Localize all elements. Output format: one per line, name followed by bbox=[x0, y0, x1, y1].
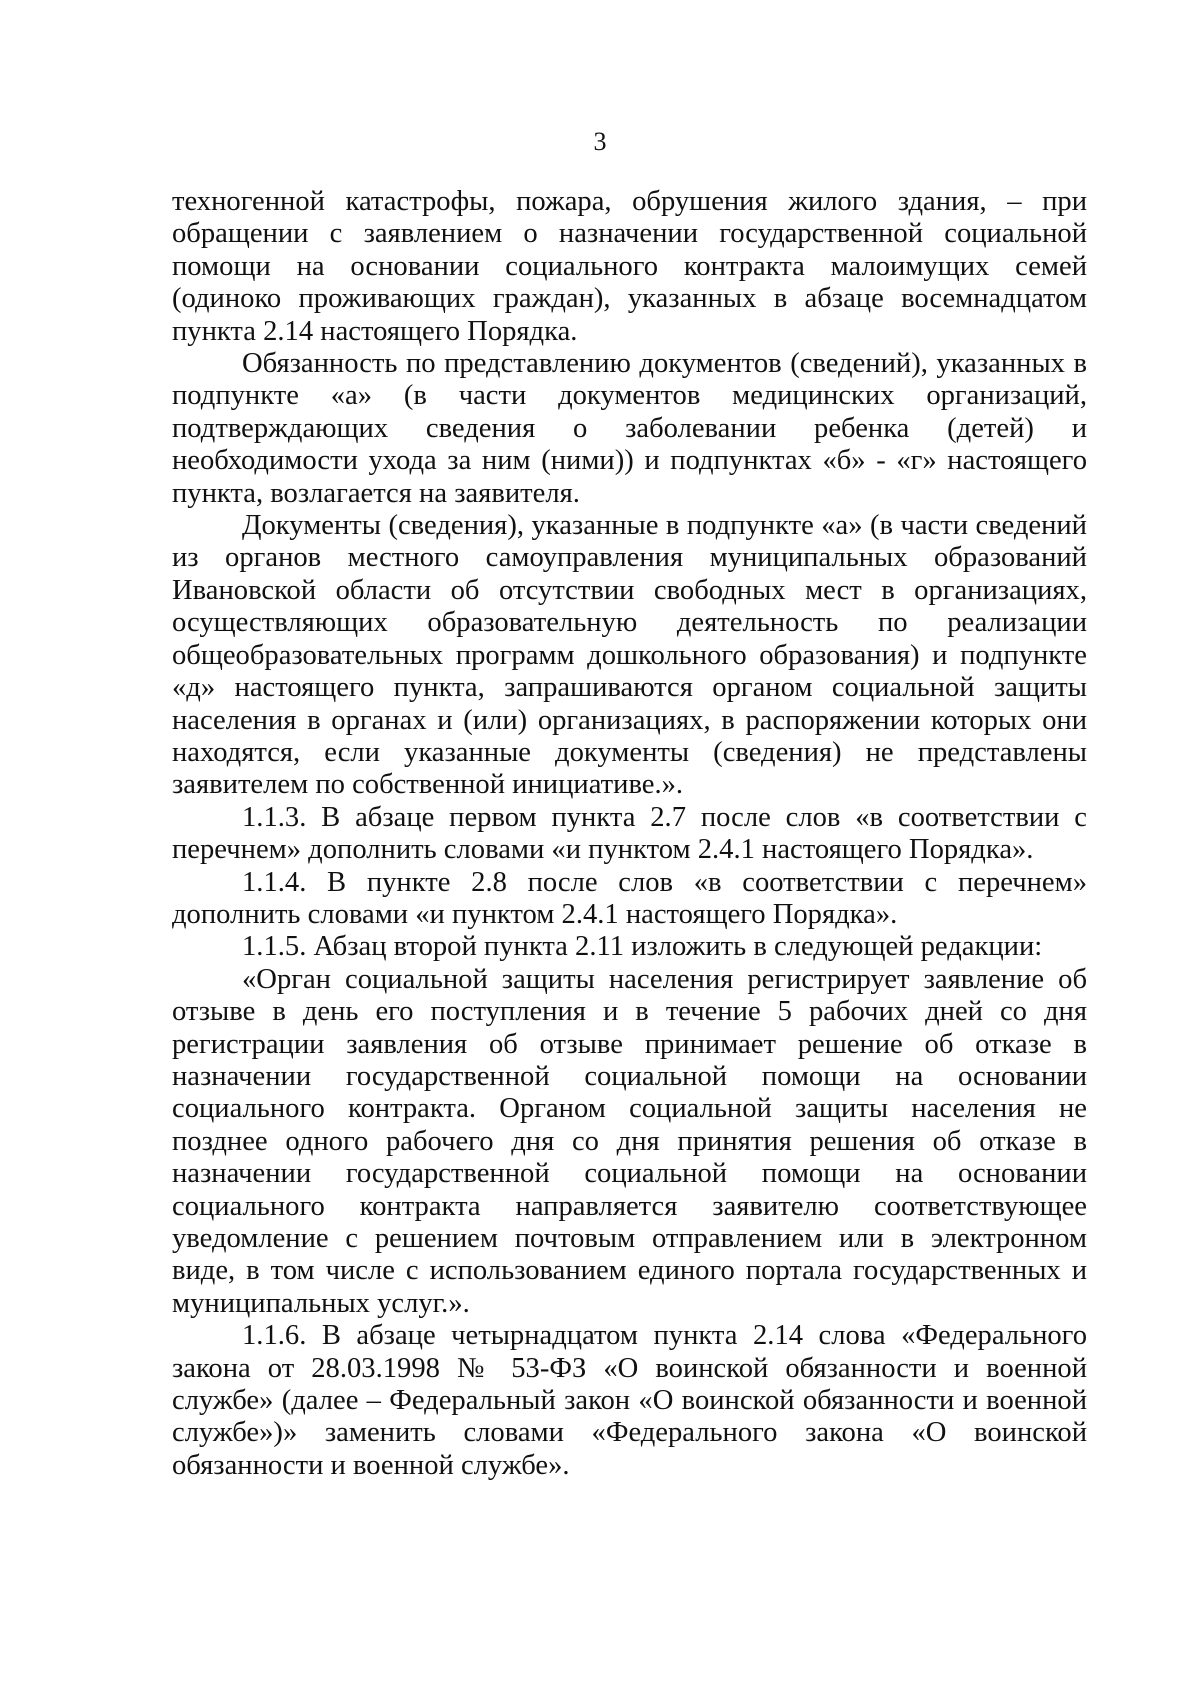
paragraph-applicant-obligation: Обязанность по представлению документов (сведений), указанных в подпункте «а» (в части документов медицинских организаций, подтверждающих сведения о заболевании ребенка (детей) и необходимости ухода за ним (ними)) и подпунктах «б» - «г» настоящего пункта, возлагается на заявителя. bbox=[172, 348, 1087, 509]
paragraph-1-1-6: 1.1.6. В абзаце четырнадцатом пункта 2.14 слова «Федерального закона от 28.03.1998 № 53-ФЗ «О воинской обязанности и военной службе» (далее – Федеральный закон «О воинской обязанности и военной службе»)» заменить словами «Федерального закона «О воинской обязанности и военной службе». bbox=[172, 1320, 1087, 1481]
paragraph-1-1-5: 1.1.5. Абзац второй пункта 2.11 изложить в следующей редакции: bbox=[242, 931, 1043, 963]
paragraph-quoted-new-wording: «Орган социальной защиты населения регистрирует заявление об отзыве в день его поступления и в течение 5 рабочих дней со дня регистрации заявления об отзыве принимает решение об отказе в назначении государственной социальной помощи на основании социального контракта. Органом социальной защиты населения не позднее одного рабочего дня со дня принятия решения об отказе в назначении государственной социальной помощи на основании социального контракта направляется заявителю соответствующее уведомление с решением почтовым отправлением или в электронном виде, в том числе с использованием единого портала государственных и муниципальных услуг.». bbox=[172, 963, 1087, 1319]
paragraph-continuation: техногенной катастрофы, пожара, обрушения жилого здания, – при обращении с заявлением о назначении государственной социальной помощи на основании социального контракта малоимущих семей (одиноко проживающих граждан), указанных в абзаце восемнадцатом пункта 2.14 настоящего Порядка. bbox=[172, 186, 1087, 347]
paragraph-documents-requested: Документы (сведения), указанные в подпункте «а» (в части сведений из органов местного самоуправления муниципальных образований Ивановской области об отсутствии свободных мест в организациях, осуществляющих образовательную деятельность по реализации общеобразовательных программ дошкольного образования) и подпункте «д» настоящего пункта, запрашиваются органом социальной защиты населения в органах и (или) организациях, в распоряжении которых они находятся, если указанные документы (сведения) не представлены заявителем по собственной инициативе.». bbox=[172, 510, 1087, 801]
paragraph-1-1-3: 1.1.3. В абзаце первом пункта 2.7 после слов «в соответствии с перечнем» дополнить словами «и пунктом 2.4.1 настоящего Порядка». bbox=[172, 801, 1087, 866]
page-number: 3 bbox=[593, 127, 607, 156]
paragraph-1-1-4: 1.1.4. В пункте 2.8 после слов «в соответствии с перечнем» дополнить словами «и пунктом 2.4.1 настоящего Порядка». bbox=[172, 866, 1087, 930]
document-body bbox=[172, 186, 1087, 1482]
